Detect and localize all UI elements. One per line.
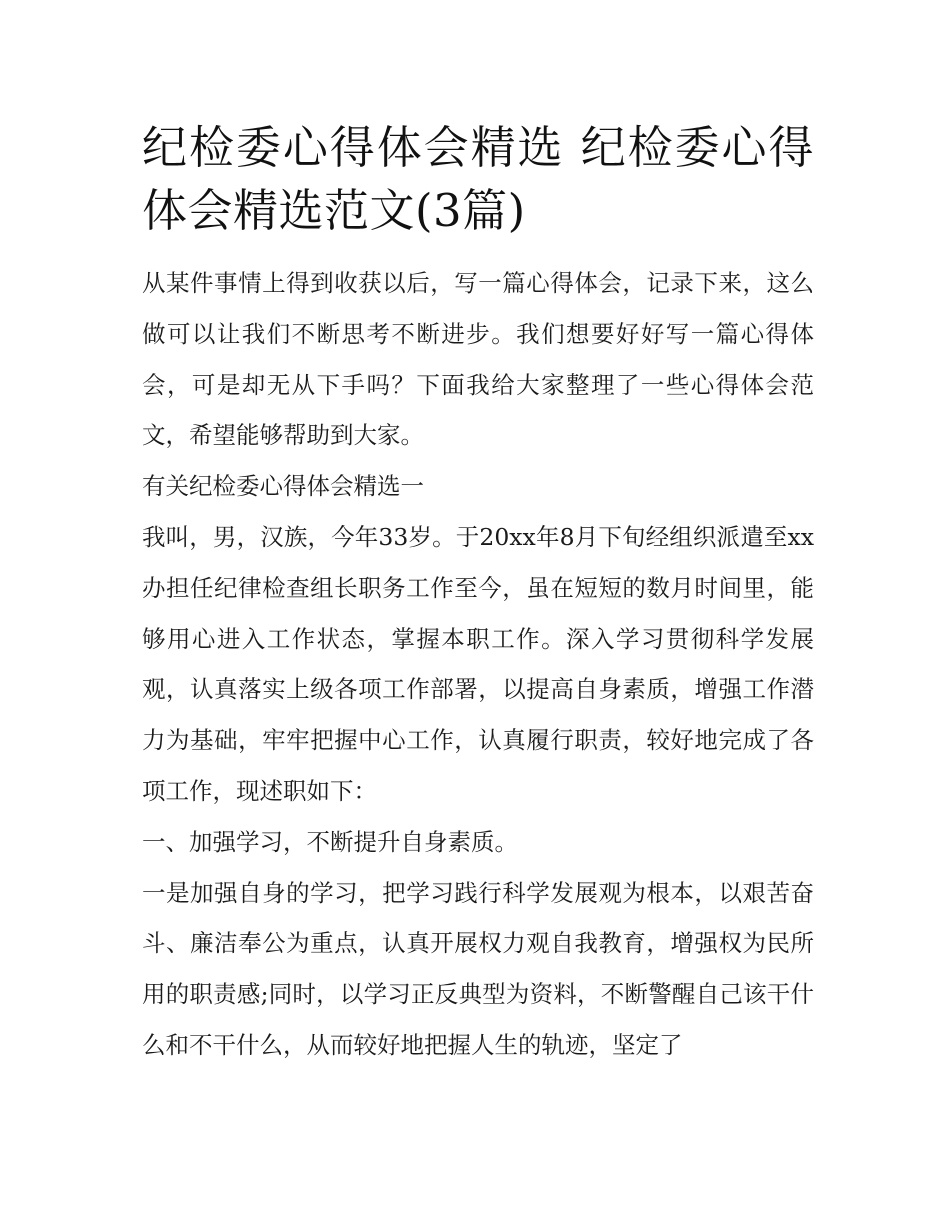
section-heading: 有关纪检委心得体会精选一 — [142, 472, 424, 501]
document-content — [142, 116, 814, 1071]
document-title: 纪检委心得体会精选 纪检委心得体会精选范文(3篇) — [142, 121, 814, 237]
body-paragraph: 我叫，男，汉族，今年33岁。于20xx年8月下旬经组织派遣至xx办担任纪律检查组长职务工作至今，虽在短短的数月时间里，能够用心进入工作状态，掌握本职工作。深入学习贯彻科学发展观，认真落实上级各项工作部署，以提高自身素质，增强工作潜力为基础，牢牢把握中心工作，认真履行职责，较好地完成了各项工作，现述职如下： — [142, 522, 814, 805]
body-paragraph: 一是加强自身的学习，把学习践行科学发展观为根本，以艰苦奋斗、廉洁奉公为重点，认真开展权力观自我教育，增强权为民所用的职责感;同时，以学习正反典型为资料，不断警醒自己该干什么和不干什么，从而较好地把握人生的轨迹，坚定了 — [142, 878, 814, 1059]
subsection-heading: 一、加强学习，不断提升自身素质。 — [142, 827, 518, 856]
intro-paragraph: 从某件事情上得到收获以后，写一篇心得体会，记录下来，这么做可以让我们不断思考不断进步。我们想要好好写一篇心得体会，可是却无从下手吗？下面我给大家整理了一些心得体会范文，希望能够帮助到大家。 — [142, 269, 814, 450]
